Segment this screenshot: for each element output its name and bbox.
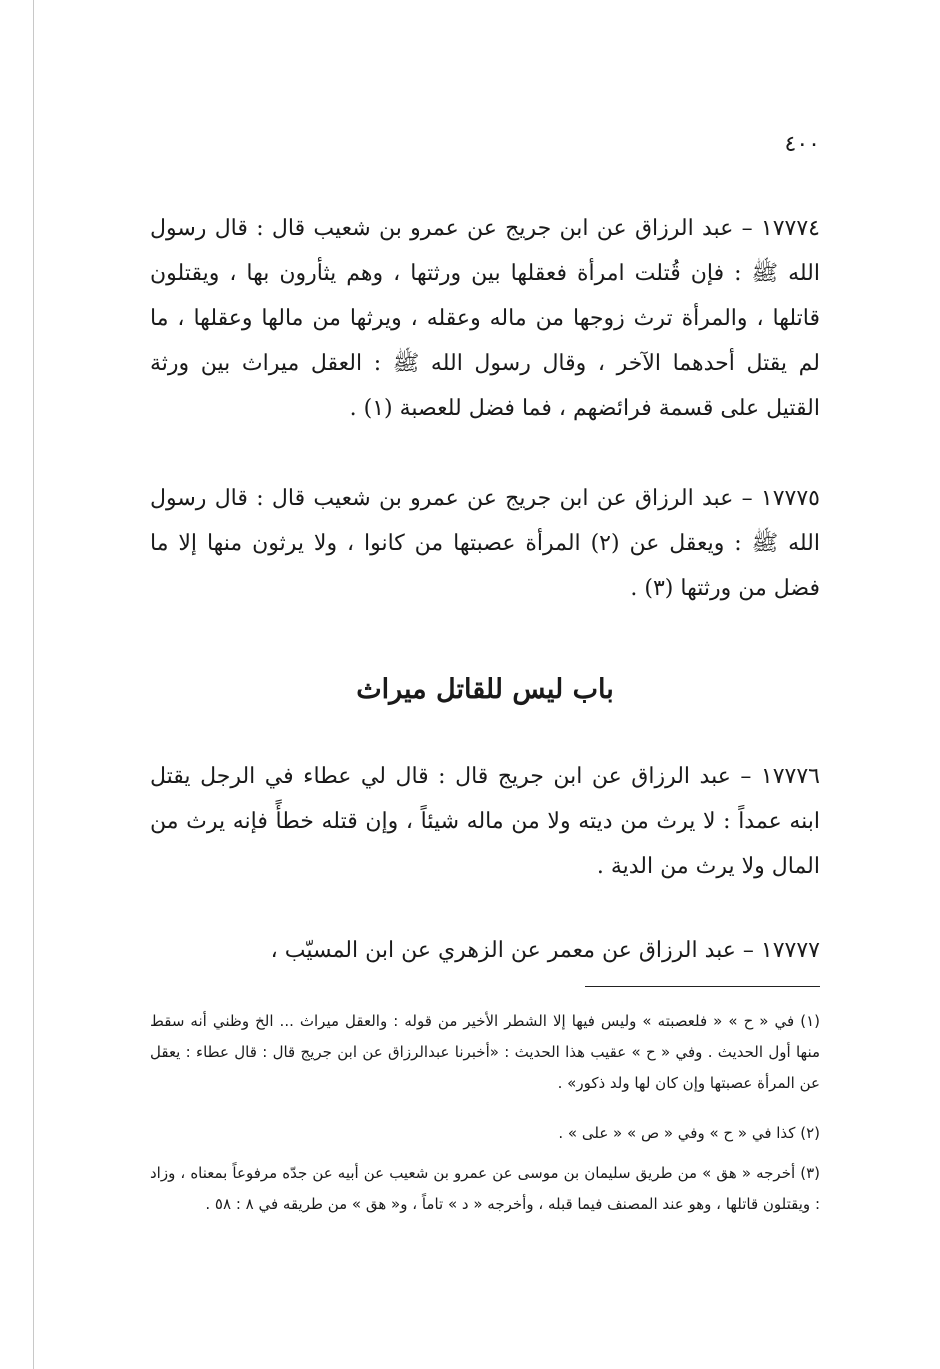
margin-rule (33, 0, 34, 1369)
footnote-1: (١) في « ح » « فلعصبته » وليس فيها إلا الشطر الأخير من قوله : والعقل ميراث ... الخ وظني أنه سقط منها أول الحديث . وفي « ح » عقيب هذا الحديث : «أخبرنا عبدالرزاق عن ابن جريج قال : قال عطاء : يعقل عن المرأة عصبتها وإن كان لها ولد ذكور» . (150, 1012, 820, 1092)
chapter-heading: باب ليس للقاتل ميراث (356, 674, 614, 705)
hadith-17774: ١٧٧٧٤ – عبد الرزاق عن ابن جريج عن عمرو بن شعيب قال : قال رسول الله ﷺ : فإن قُتلت امرأة فعقلها بين ورثتها ، وهم يثأرون بها ، ويقتلون قاتلها ، والمرأة ترث زوجها من ماله وعقله ، ويرثها من مالها وعقلها ، ما لم يقتل أحدهما الآخر ، وقال رسول الله ﷺ : العقل ميراث بين ورثة القتيل على قسمة فرائضهم ، فما فضل للعصبة (١) . (150, 216, 820, 421)
hadith-17777: ١٧٧٧٧ – عبد الرزاق عن معمر عن الزهري عن ابن المسيّب ، (270, 938, 820, 963)
page-number: ٤٠٠ (784, 132, 820, 157)
hadith-17775: ١٧٧٧٥ – عبد الرزاق عن ابن جريج عن عمرو بن شعيب قال : قال رسول الله ﷺ : ويعقل عن (٢) المرأة عصبتها من كانوا ، ولا يرثون منها إلا ما فضل من ورثتها (٣) . (150, 486, 820, 601)
footnote-2: (٢) كذا في « ح » وفي « ص » « على » . (558, 1124, 820, 1142)
footnote-3: (٣) أخرجه « هق » من طريق سليمان بن موسى عن عمرو بن شعيب عن أبيه عن جدّه مرفوعاً بمعناه ، وزاد : ويقتلون قاتلها ، وهو عند المصنف فيما قبله ، وأخرجه « د » تاماً ، و« هق » من طريقه في ٨ : ٥٨ . (150, 1164, 820, 1213)
footnote-separator (585, 986, 820, 987)
hadith-17776: ١٧٧٧٦ – عبد الرزاق عن ابن جريج قال : قال لي عطاء في الرجل يقتل ابنه عمداً : لا يرث من ديته ولا من ماله شيئاً ، وإن قتله خطأً فإنه يرث من المال ولا يرث من الدية . (150, 764, 820, 879)
